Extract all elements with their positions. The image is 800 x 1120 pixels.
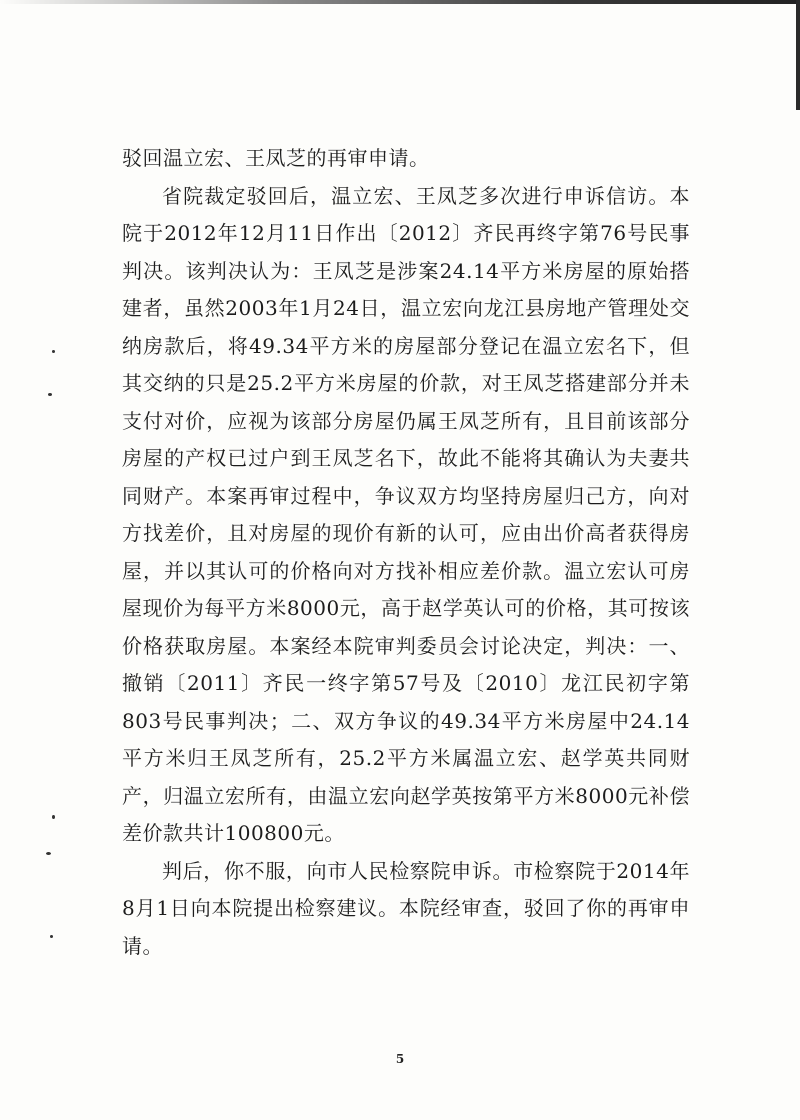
scan-speck	[50, 935, 53, 938]
paragraph-retrial-judgment: 省院裁定驳回后，温立宏、王凤芝多次进行申诉信访。本院于2012年12月11日作出〔2012〕齐民再终字第76号民事判决。该判决认为：王凤芝是涉案24.14平方米房屋的原始搭建者，虽然2003年1月24日，温立宏向龙江县房地产管理处交纳房款后，将49.34平方米的房屋部分登记在温立宏名下，但其交纳的只是25.2平方米房屋的价款，对王凤芝搭建部分并未支付对价，应视为该部分房屋仍属王凤芝所有，且目前该部分房屋的产权已过户到王凤芝名下，故此不能将其确认为夫妻共同财产。本案再审过程中，争议双方均坚持房屋归己方，向对方找差价，且对房屋的现价有新的认可，应由出价高者获得房屋，并以其认可的价格向对方找补相应差价款。温立宏认可房屋现价为每平方米8000元，高于赵学英认可的价格，其可按该价格获取房屋。本案经本院审判委员会讨论决定，判决：一、撤销〔2011〕齐民一终字第57号及〔2010〕龙江民初字第803号民事判决；二、双方争议的49.34平方米房屋中24.14平方米归王凤芝所有，25.2平方米属温立宏、赵学英共同财产，归温立宏所有，由温立宏向赵学英按第平方米8000元补偿差价款共计100800元。	[122, 183, 690, 845]
scan-speck	[52, 815, 55, 819]
scan-speck	[52, 350, 55, 353]
body-text	[122, 140, 690, 965]
paragraph-continuation: 驳回温立宏、王凤芝的再审申请。	[122, 146, 430, 170]
paragraph-procuratorate: 判后，你不服，向市人民检察院申诉。市检察院于2014年8月1日向本院提出检察建议。本院经审查，驳回了你的再审申请。	[122, 858, 690, 958]
scan-right-edge	[796, 0, 800, 110]
scan-top-edge	[0, 0, 800, 4]
scan-speck	[46, 852, 51, 855]
scan-speck	[48, 393, 52, 396]
page-number: 5	[395, 1052, 405, 1066]
